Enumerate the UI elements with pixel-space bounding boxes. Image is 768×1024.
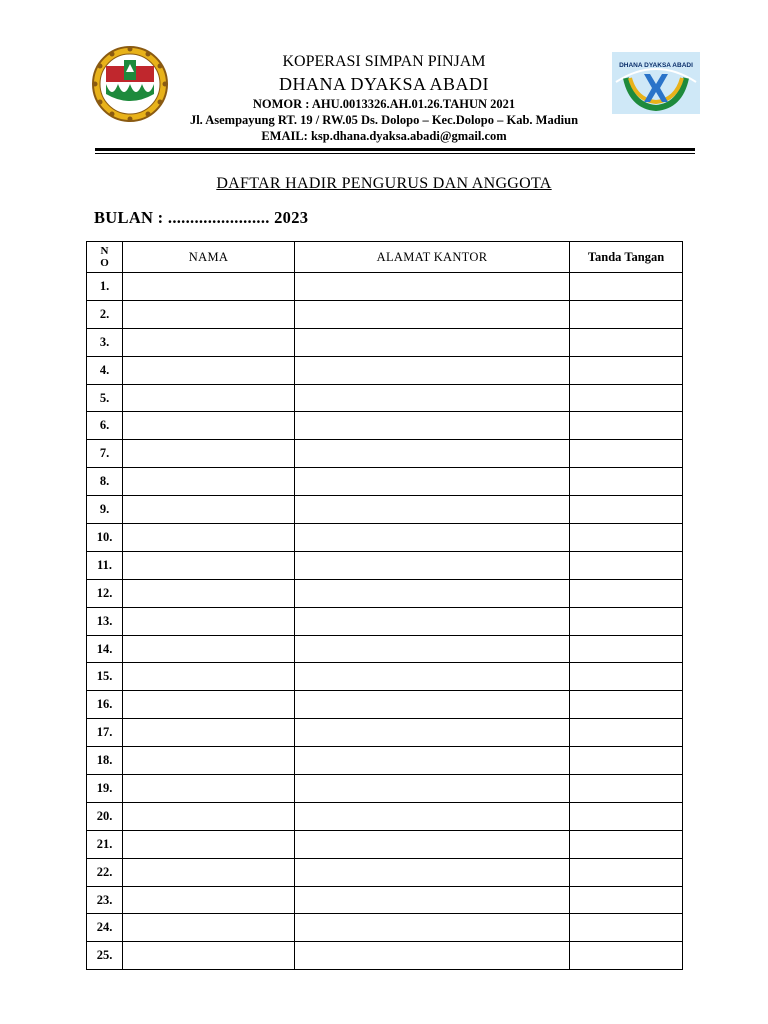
email: EMAIL: ksp.dhana.dyaksa.abadi@gmail.com: [261, 129, 507, 143]
alamat-kantor-cell[interactable]: [295, 579, 570, 607]
row-number: 2.: [87, 300, 123, 328]
alamat-kantor-cell[interactable]: [295, 468, 570, 496]
nama-cell[interactable]: [123, 412, 295, 440]
row-number: 3.: [87, 328, 123, 356]
alamat-kantor-cell[interactable]: [295, 440, 570, 468]
row-number: 14.: [87, 635, 123, 663]
row-number: 16.: [87, 691, 123, 719]
table-row: [87, 356, 683, 384]
table-row: [87, 914, 683, 942]
header-rule-thin: [95, 153, 695, 154]
nama-cell[interactable]: [123, 858, 295, 886]
table-row: [87, 579, 683, 607]
org-name: DHANA DYAKSA ABADI: [278, 74, 490, 94]
nama-cell[interactable]: [123, 384, 295, 412]
nama-cell[interactable]: [123, 747, 295, 775]
nama-cell[interactable]: [123, 300, 295, 328]
header-rule-thick: [95, 148, 695, 151]
table-row: [87, 273, 683, 301]
row-number: 7.: [87, 440, 123, 468]
row-number: 17.: [87, 719, 123, 747]
alamat-kantor-cell[interactable]: [295, 663, 570, 691]
alamat-kantor-cell[interactable]: [295, 273, 570, 301]
attendance-table: [86, 241, 683, 970]
tanda-tangan-cell[interactable]: [570, 468, 683, 496]
alamat-kantor-cell[interactable]: [295, 942, 570, 970]
table-row: [87, 607, 683, 635]
tanda-tangan-cell[interactable]: [570, 496, 683, 524]
nama-cell[interactable]: [123, 551, 295, 579]
nama-cell[interactable]: [123, 635, 295, 663]
nama-cell[interactable]: [123, 719, 295, 747]
nama-cell[interactable]: [123, 468, 295, 496]
row-number: 13.: [87, 607, 123, 635]
document-title: DAFTAR HADIR PENGURUS DAN ANGGOTA: [216, 175, 552, 192]
table-row: [87, 942, 683, 970]
nama-cell[interactable]: [123, 942, 295, 970]
row-number: 18.: [87, 747, 123, 775]
tanda-tangan-cell[interactable]: [570, 719, 683, 747]
nama-cell[interactable]: [123, 663, 295, 691]
table-body: [87, 273, 683, 970]
table-row: [87, 830, 683, 858]
alamat-kantor-cell[interactable]: [295, 719, 570, 747]
document-title-wrap: [0, 175, 768, 193]
row-number: 8.: [87, 468, 123, 496]
header-alamat-kantor: ALAMAT KANTOR: [295, 242, 570, 273]
row-number: 15.: [87, 663, 123, 691]
nama-cell[interactable]: [123, 691, 295, 719]
alamat-kantor-cell[interactable]: [295, 858, 570, 886]
table-row: [87, 300, 683, 328]
table-row: [87, 328, 683, 356]
nama-cell[interactable]: [123, 356, 295, 384]
table-row: [87, 635, 683, 663]
tanda-tangan-cell[interactable]: [570, 691, 683, 719]
tanda-tangan-cell[interactable]: [570, 747, 683, 775]
nama-cell[interactable]: [123, 273, 295, 301]
alamat-kantor-cell[interactable]: [295, 412, 570, 440]
row-number: 19.: [87, 775, 123, 803]
table-row: [87, 496, 683, 524]
nama-cell[interactable]: [123, 607, 295, 635]
alamat-kantor-cell[interactable]: [295, 691, 570, 719]
table-row: [87, 551, 683, 579]
header-no: [87, 242, 123, 273]
table-header-row: [87, 242, 683, 273]
row-number: 5.: [87, 384, 123, 412]
tanda-tangan-cell[interactable]: [570, 858, 683, 886]
tanda-tangan-cell[interactable]: [570, 412, 683, 440]
tanda-tangan-cell[interactable]: [570, 635, 683, 663]
org-type: KOPERASI SIMPAN PINJAM: [282, 53, 486, 70]
table-row: [87, 412, 683, 440]
registration-number: NOMOR : AHU.0013326.AH.01.26.TAHUN 2021: [252, 97, 516, 111]
nama-cell[interactable]: [123, 579, 295, 607]
table-row: [87, 747, 683, 775]
nama-cell[interactable]: [123, 524, 295, 552]
tanda-tangan-cell[interactable]: [570, 607, 683, 635]
row-number: 6.: [87, 412, 123, 440]
address: Jl. Asempayung RT. 19 / RW.05 Ds. Dolopo – Kec.Dolopo – Kab. Madiun: [189, 113, 579, 127]
row-number: 11.: [87, 551, 123, 579]
tanda-tangan-cell[interactable]: [570, 663, 683, 691]
nama-cell[interactable]: [123, 328, 295, 356]
header-no-line2: O: [100, 257, 109, 269]
tanda-tangan-cell[interactable]: [570, 551, 683, 579]
row-number: 21.: [87, 830, 123, 858]
row-number: 12.: [87, 579, 123, 607]
table-row: [87, 384, 683, 412]
header-no-line1: N: [100, 245, 109, 257]
row-number: 1.: [87, 273, 123, 301]
nama-cell[interactable]: [123, 886, 295, 914]
tanda-tangan-cell[interactable]: [570, 775, 683, 803]
tanda-tangan-cell[interactable]: [570, 830, 683, 858]
row-number: 22.: [87, 858, 123, 886]
table-row: [87, 858, 683, 886]
alamat-kantor-cell[interactable]: [295, 607, 570, 635]
tanda-tangan-cell[interactable]: [570, 802, 683, 830]
tanda-tangan-cell[interactable]: [570, 300, 683, 328]
alamat-kantor-cell[interactable]: [295, 356, 570, 384]
nama-cell[interactable]: [123, 775, 295, 803]
row-number: 4.: [87, 356, 123, 384]
alamat-kantor-cell[interactable]: [295, 328, 570, 356]
row-number: 20.: [87, 802, 123, 830]
tanda-tangan-cell[interactable]: [570, 886, 683, 914]
alamat-kantor-cell[interactable]: [295, 747, 570, 775]
table-row: [87, 663, 683, 691]
alamat-kantor-cell[interactable]: [295, 384, 570, 412]
tanda-tangan-cell[interactable]: [570, 273, 683, 301]
row-number: 10.: [87, 524, 123, 552]
header-tanda-tangan: Tanda Tangan: [570, 242, 683, 273]
nama-cell[interactable]: [123, 802, 295, 830]
tanda-tangan-cell[interactable]: [570, 942, 683, 970]
nama-cell[interactable]: [123, 830, 295, 858]
alamat-kantor-cell[interactable]: [295, 635, 570, 663]
table-row: [87, 886, 683, 914]
table-row: [87, 524, 683, 552]
nama-cell[interactable]: [123, 496, 295, 524]
tanda-tangan-cell[interactable]: [570, 384, 683, 412]
table-row: [87, 440, 683, 468]
alamat-kantor-cell[interactable]: [295, 551, 570, 579]
nama-cell[interactable]: [123, 440, 295, 468]
tanda-tangan-cell[interactable]: [570, 524, 683, 552]
letterhead: [150, 52, 618, 144]
dhana-dyaksa-abadi-logo: [612, 52, 700, 114]
tanda-tangan-cell[interactable]: [570, 356, 683, 384]
alamat-kantor-cell[interactable]: [295, 830, 570, 858]
table-row: [87, 691, 683, 719]
table-row: [87, 802, 683, 830]
alamat-kantor-cell[interactable]: [295, 300, 570, 328]
alamat-kantor-cell[interactable]: [295, 914, 570, 942]
alamat-kantor-cell[interactable]: [295, 802, 570, 830]
header-nama: NAMA: [123, 242, 295, 273]
tanda-tangan-cell[interactable]: [570, 328, 683, 356]
alamat-kantor-cell[interactable]: [295, 886, 570, 914]
row-number: 25.: [87, 942, 123, 970]
row-number: 23.: [87, 886, 123, 914]
tanda-tangan-cell[interactable]: [570, 579, 683, 607]
nama-cell[interactable]: [123, 914, 295, 942]
logo-lettering: DHANA DYAKSA ABADI: [619, 62, 693, 69]
month-line: BULAN : ....................... 2023: [94, 208, 309, 227]
alamat-kantor-cell[interactable]: [295, 496, 570, 524]
table-row: [87, 719, 683, 747]
tanda-tangan-cell[interactable]: [570, 440, 683, 468]
row-number: 9.: [87, 496, 123, 524]
row-number: 24.: [87, 914, 123, 942]
tanda-tangan-cell[interactable]: [570, 914, 683, 942]
table-row: [87, 775, 683, 803]
table-row: [87, 468, 683, 496]
alamat-kantor-cell[interactable]: [295, 775, 570, 803]
alamat-kantor-cell[interactable]: [295, 524, 570, 552]
